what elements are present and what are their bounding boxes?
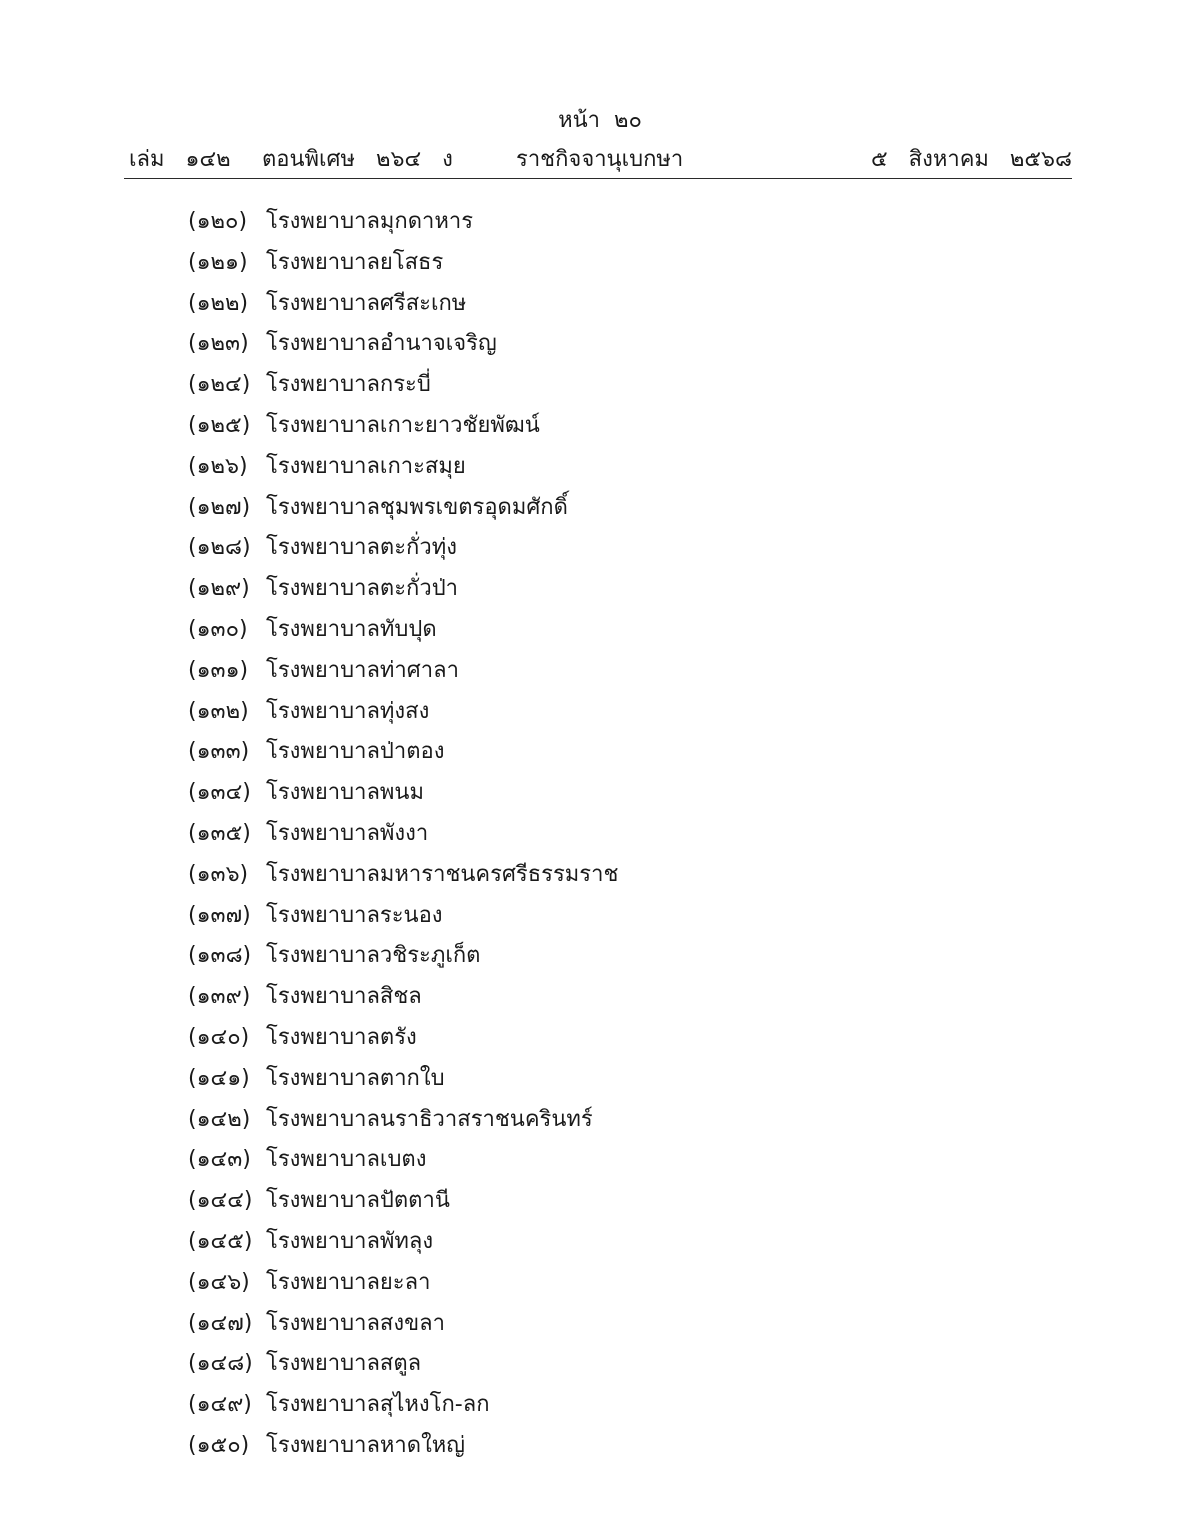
hospital-name: โรงพยาบาลสตูล [266,1351,422,1377]
list-item [188,447,618,488]
list-item [188,1181,618,1222]
list-item [188,528,618,569]
hospital-name: โรงพยาบาลสงขลา [266,1310,445,1336]
hospital-name: โรงพยาบาลยะลา [266,1269,431,1295]
list-item [188,406,618,447]
hospital-name: โรงพยาบาลปัตตานี [266,1188,450,1214]
list-item [188,773,618,814]
item-number: (๑๒๑) [188,249,248,275]
list-item [188,977,618,1018]
hospital-name: โรงพยาบาลพังงา [266,820,429,846]
hospital-name: โรงพยาบาลสุไหงโก-ลก [266,1392,490,1418]
list-item [188,814,618,855]
item-number: (๑๓๘) [188,943,252,969]
item-number: (๑๓๙) [188,984,251,1010]
gazette-title: ราชกิจจานุเบกษา [516,147,684,172]
item-number: (๑๒๓) [188,331,249,357]
item-number: (๑๒๕) [188,412,251,438]
hospital-name: โรงพยาบาลทับปุด [266,616,437,642]
list-item [188,1100,618,1141]
list-item [188,1059,618,1100]
item-number: (๑๔๗) [188,1310,253,1336]
hospital-name: โรงพยาบาลกระบี่ [266,372,431,398]
list-item [188,365,618,406]
list-item [188,284,618,325]
hospital-name: โรงพยาบาลมุกดาหาร [266,209,474,234]
item-number: (๑๔๒) [188,1106,251,1132]
hospital-name: โรงพยาบาลป่าตอง [266,739,445,765]
hospital-name: โรงพยาบาลวชิระภูเก็ต [266,943,481,969]
hospital-name: โรงพยาบาลสิชล [266,984,422,1010]
item-number: (๑๔๙) [188,1392,252,1418]
page-number: หน้า ๒๐ [558,108,642,133]
list-item [188,569,618,610]
item-number: (๑๒๒) [188,290,249,316]
list-item [188,1222,618,1263]
issue-label: ตอนพิเศษ ๒๖๔ ง [262,147,453,172]
item-number: (๑๓๒) [188,698,249,724]
item-number: (๑๒๘) [188,535,251,561]
item-number: (๑๓๔) [188,780,251,806]
list-item [188,243,618,284]
hospital-name: โรงพยาบาลยโสธร [266,249,444,275]
item-number: (๑๔๐) [188,1024,250,1050]
hospital-name: โรงพยาบาลพนม [266,780,424,806]
item-number: (๑๓๕) [188,820,251,846]
item-number: (๑๒๐) [188,209,248,234]
item-number: (๑๔๕) [188,1228,253,1254]
hospital-name: โรงพยาบาลเบตง [266,1147,427,1173]
hospital-name: โรงพยาบาลเกาะสมุย [266,453,466,479]
gazette-header [124,144,1072,176]
item-number: (๑๒๔) [188,372,251,398]
hospital-list [188,202,618,1467]
item-number: (๑๓๗) [188,902,251,928]
list-item [188,732,618,773]
list-item [188,610,618,651]
hospital-name: โรงพยาบาลท่าศาลา [266,657,459,683]
item-number: (๑๔๓) [188,1147,251,1173]
hospital-name: โรงพยาบาลพัทลุง [266,1228,434,1254]
list-item [188,1426,618,1467]
hospital-name: โรงพยาบาลศรีสะเกษ [266,290,467,316]
item-number: (๑๔๑) [188,1065,250,1091]
item-number: (๑๓๖) [188,861,249,887]
hospital-name: โรงพยาบาลเกาะยาวชัยพัฒน์ [266,412,540,438]
hospital-name: โรงพยาบาลระนอง [266,902,443,928]
list-item [188,692,618,733]
item-number: (๑๒๖) [188,453,248,479]
list-item [188,1385,618,1426]
item-number: (๑๓๐) [188,616,248,642]
hospital-name: โรงพยาบาลตะกั่วป่า [266,576,459,602]
volume-label: เล่ม ๑๔๒ [129,147,231,172]
item-number: (๑๒๙) [188,576,250,602]
list-item [188,855,618,896]
list-item [188,936,618,977]
list-item [188,1344,618,1385]
item-number: (๑๒๗) [188,494,251,520]
item-number: (๑๔๔) [188,1188,253,1214]
item-number: (๑๓๓) [188,739,250,765]
item-number: (๑๔๖) [188,1269,250,1295]
hospital-name: โรงพยาบาลอำนาจเจริญ [266,331,497,357]
publication-date: ๕ สิงหาคม ๒๕๖๘ [871,147,1072,172]
list-item [188,202,618,243]
hospital-name: โรงพยาบาลทุ่งสง [266,698,430,724]
list-item [188,651,618,692]
hospital-name: โรงพยาบาลมหาราชนครศรีธรรมราช [266,861,619,887]
list-item [188,1140,618,1181]
item-number: (๑๕๐) [188,1432,250,1458]
list-item [188,1018,618,1059]
hospital-name: โรงพยาบาลตะกั่วทุ่ง [266,535,457,561]
hospital-name: โรงพยาบาลหาดใหญ่ [266,1432,466,1458]
item-number: (๑๓๑) [188,657,249,683]
list-item [188,896,618,937]
list-item [188,488,618,529]
header-divider [124,178,1072,179]
hospital-name: โรงพยาบาลตรัง [266,1024,417,1050]
list-item [188,324,618,365]
item-number: (๑๔๘) [188,1351,253,1377]
list-item [188,1263,618,1304]
hospital-name: โรงพยาบาลตากใบ [266,1065,445,1091]
list-item [188,1304,618,1345]
hospital-name: โรงพยาบาลชุมพรเขตรอุดมศักดิ์ [266,494,568,520]
hospital-name: โรงพยาบาลนราธิวาสราชนครินทร์ [266,1106,593,1132]
